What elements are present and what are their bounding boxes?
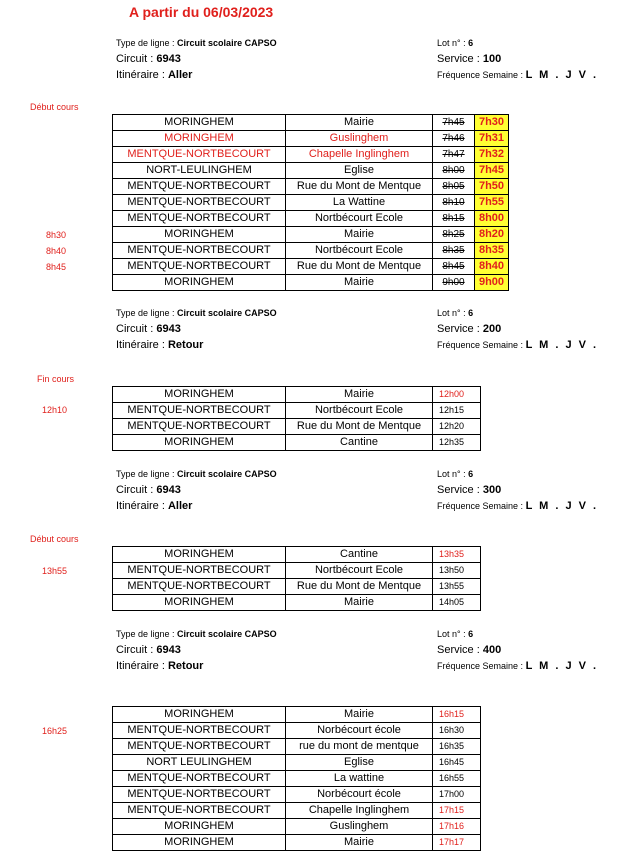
commune-cell: MORINGHEM <box>113 115 286 131</box>
type-line <box>116 466 277 482</box>
table-row <box>113 787 481 803</box>
circuit-value: 6943 <box>156 484 181 496</box>
arret-cell: La wattine <box>286 771 433 787</box>
table-row <box>113 547 481 563</box>
old-time-cell <box>433 259 475 275</box>
commune-cell: MENTQUE-NORTBECOURT <box>113 179 286 195</box>
time-cell: 12h00 <box>433 387 481 403</box>
table-row <box>113 419 481 435</box>
time-cell: 13h55 <box>433 579 481 595</box>
arret-cell: Eglise <box>286 163 433 179</box>
arret-cell: Guslinghem <box>286 131 433 147</box>
commune-cell: MENTQUE-NORTBECOURT <box>113 147 286 163</box>
new-time-cell: 7h55 <box>475 195 509 211</box>
arret-cell: Cantine <box>286 435 433 451</box>
side-note-debut-cours: Début cours <box>30 102 79 112</box>
arret-cell: Cantine <box>286 547 433 563</box>
circuit-label: Circuit : <box>116 323 157 335</box>
schedule-table-retour-200 <box>112 386 481 451</box>
old-time-cell <box>433 275 475 291</box>
time-cell: 16h15 <box>433 707 481 723</box>
table-row <box>113 163 509 179</box>
circuit-value: 6943 <box>156 323 181 335</box>
side-note-time: 13h55 <box>42 566 68 576</box>
new-time-cell: 7h45 <box>475 163 509 179</box>
time-cell: 17h16 <box>433 819 481 835</box>
commune-cell: MENTQUE-NORTBECOURT <box>113 723 286 739</box>
time-cell: 12h35 <box>433 435 481 451</box>
frequence-line <box>437 337 598 353</box>
new-time-cell: 8h20 <box>475 227 509 243</box>
old-time-cell <box>433 163 475 179</box>
itineraire-value: Aller <box>167 500 193 512</box>
service-line <box>437 321 598 337</box>
frequence-line <box>437 498 598 514</box>
old-time: 8h45 <box>442 261 465 272</box>
time-cell: 13h50 <box>433 563 481 579</box>
info-block-retour-200 <box>116 305 277 353</box>
arret-cell: Rue du Mont de Mentque <box>286 419 433 435</box>
frequence-days: L M . J V . <box>525 660 599 672</box>
table-row <box>113 595 481 611</box>
type-label: Type de ligne : <box>116 469 178 479</box>
commune-cell: MORINGHEM <box>113 547 286 563</box>
time-cell: 17h15 <box>433 803 481 819</box>
itineraire-line <box>116 498 277 514</box>
arret-cell: Mairie <box>286 387 433 403</box>
lot-value: 6 <box>468 469 474 479</box>
arret-cell: Norbécourt école <box>286 723 433 739</box>
commune-cell: MENTQUE-NORTBECOURT <box>113 259 286 275</box>
service-label: Service : <box>437 484 483 496</box>
table-row <box>113 211 509 227</box>
commune-cell: MORINGHEM <box>113 819 286 835</box>
frequence-label: Fréquence Semaine : <box>437 340 526 350</box>
commune-cell: MORINGHEM <box>113 275 286 291</box>
arret-cell: Guslinghem <box>286 819 433 835</box>
commune-cell: MENTQUE-NORTBECOURT <box>113 243 286 259</box>
service-line <box>437 482 598 498</box>
arret-cell: Rue du Mont de Mentque <box>286 259 433 275</box>
circuit-label: Circuit : <box>116 644 157 656</box>
table-row <box>113 259 509 275</box>
arret-cell: rue du mont de mentque <box>286 739 433 755</box>
new-time-cell: 7h32 <box>475 147 509 163</box>
info-block-right-100 <box>437 35 598 83</box>
time-cell: 12h20 <box>433 419 481 435</box>
lot-line <box>437 305 598 321</box>
old-time: 8h10 <box>442 197 465 208</box>
time-cell: 16h35 <box>433 739 481 755</box>
itineraire-value: Retour <box>167 339 204 351</box>
commune-cell: MORINGHEM <box>113 835 286 851</box>
table-row <box>113 723 481 739</box>
itineraire-label: Itinéraire : <box>116 69 168 81</box>
lot-label: Lot n° : <box>437 629 469 639</box>
circuit-label: Circuit : <box>116 484 157 496</box>
time-cell: 16h45 <box>433 755 481 771</box>
time-cell: 16h55 <box>433 771 481 787</box>
old-time: 7h46 <box>442 133 465 144</box>
lot-value: 6 <box>468 308 474 318</box>
frequence-line <box>437 67 598 83</box>
itineraire-value: Aller <box>167 69 193 81</box>
new-time-cell: 8h40 <box>475 259 509 275</box>
frequence-days: L M . J V . <box>525 69 599 81</box>
schedule-table-retour-400 <box>112 706 481 851</box>
old-time-cell <box>433 131 475 147</box>
side-note-time: 8h45 <box>46 262 67 272</box>
side-note-time: 8h40 <box>46 246 67 256</box>
circuit-line <box>116 321 277 337</box>
commune-cell: MENTQUE-NORTBECOURT <box>113 563 286 579</box>
table-row <box>113 243 509 259</box>
info-block-right-200 <box>437 305 598 353</box>
commune-cell: MENTQUE-NORTBECOURT <box>113 419 286 435</box>
lot-label: Lot n° : <box>437 469 469 479</box>
lot-line <box>437 35 598 51</box>
circuit-value: 6943 <box>156 644 181 656</box>
table-row <box>113 739 481 755</box>
frequence-label: Fréquence Semaine : <box>437 661 526 671</box>
new-time-cell: 7h50 <box>475 179 509 195</box>
type-line <box>116 35 277 51</box>
arret-cell: Nortbécourt Ecole <box>286 563 433 579</box>
itineraire-line <box>116 337 277 353</box>
side-note-time: 16h25 <box>42 726 68 736</box>
arret-cell: Nortbécourt Ecole <box>286 243 433 259</box>
service-value: 100 <box>482 53 502 65</box>
side-note-time: 8h30 <box>46 230 67 240</box>
frequence-line <box>437 658 598 674</box>
table-row <box>113 387 481 403</box>
commune-cell: MENTQUE-NORTBECOURT <box>113 803 286 819</box>
service-line <box>437 51 598 67</box>
info-block-retour-400 <box>116 626 277 674</box>
type-value: Circuit scolaire CAPSO <box>177 469 277 479</box>
time-cell: 14h05 <box>433 595 481 611</box>
table-row <box>113 227 509 243</box>
old-time: 8h15 <box>442 213 465 224</box>
old-time: 8h35 <box>442 245 465 256</box>
arret-cell: Mairie <box>286 707 433 723</box>
table-row <box>113 147 509 163</box>
time-cell: 13h35 <box>433 547 481 563</box>
type-line <box>116 626 277 642</box>
commune-cell: MORINGHEM <box>113 707 286 723</box>
table-row <box>113 707 481 723</box>
side-note-debut-cours: Début cours <box>30 534 79 544</box>
type-value: Circuit scolaire CAPSO <box>177 308 277 318</box>
frequence-label: Fréquence Semaine : <box>437 501 526 511</box>
service-value: 200 <box>482 323 502 335</box>
service-value: 300 <box>482 484 502 496</box>
commune-cell: MORINGHEM <box>113 435 286 451</box>
lot-line <box>437 466 598 482</box>
old-time-cell <box>433 147 475 163</box>
new-time-cell: 8h35 <box>475 243 509 259</box>
type-label: Type de ligne : <box>116 629 178 639</box>
commune-cell: MENTQUE-NORTBECOURT <box>113 787 286 803</box>
new-time-cell: 7h31 <box>475 131 509 147</box>
commune-cell: MORINGHEM <box>113 227 286 243</box>
frequence-label: Fréquence Semaine : <box>437 70 526 80</box>
table-row <box>113 403 481 419</box>
new-time-cell: 7h30 <box>475 115 509 131</box>
old-time: 7h45 <box>442 117 465 128</box>
time-cell: 12h15 <box>433 403 481 419</box>
arret-cell: Eglise <box>286 755 433 771</box>
table-row <box>113 771 481 787</box>
time-cell: 17h17 <box>433 835 481 851</box>
commune-cell: MENTQUE-NORTBECOURT <box>113 579 286 595</box>
arret-cell: Chapelle Inglinghem <box>286 803 433 819</box>
arret-cell: Nortbécourt Ecole <box>286 211 433 227</box>
old-time: 8h25 <box>442 229 465 240</box>
table-row <box>113 131 509 147</box>
arret-cell: Mairie <box>286 835 433 851</box>
circuit-line <box>116 51 277 67</box>
lot-value: 6 <box>468 629 474 639</box>
old-time-cell <box>433 211 475 227</box>
side-note-fin-cours: Fin cours <box>37 374 75 384</box>
commune-cell: MENTQUE-NORTBECOURT <box>113 403 286 419</box>
old-time-cell <box>433 179 475 195</box>
arret-cell: La Wattine <box>286 195 433 211</box>
new-time-cell: 8h00 <box>475 211 509 227</box>
info-block-aller-300 <box>116 466 277 514</box>
commune-cell: NORT LEULINGHEM <box>113 755 286 771</box>
circuit-label: Circuit : <box>116 53 157 65</box>
table-row <box>113 179 509 195</box>
frequence-days: L M . J V . <box>525 339 599 351</box>
commune-cell: MENTQUE-NORTBECOURT <box>113 211 286 227</box>
info-block-right-400 <box>437 626 598 674</box>
commune-cell: MORINGHEM <box>113 387 286 403</box>
arret-cell: Mairie <box>286 595 433 611</box>
old-time-cell <box>433 243 475 259</box>
table-row <box>113 195 509 211</box>
type-value: Circuit scolaire CAPSO <box>177 629 277 639</box>
circuit-value: 6943 <box>156 53 181 65</box>
commune-cell: MENTQUE-NORTBECOURT <box>113 195 286 211</box>
table-row <box>113 435 481 451</box>
table-row <box>113 803 481 819</box>
service-label: Service : <box>437 53 483 65</box>
arret-cell: Mairie <box>286 275 433 291</box>
arret-cell: Rue du Mont de Mentque <box>286 179 433 195</box>
arret-cell: Rue du Mont de Mentque <box>286 579 433 595</box>
type-label: Type de ligne : <box>116 308 178 318</box>
table-row <box>113 563 481 579</box>
lot-line <box>437 626 598 642</box>
table-row <box>113 275 509 291</box>
lot-label: Lot n° : <box>437 38 469 48</box>
commune-cell: MENTQUE-NORTBECOURT <box>113 771 286 787</box>
new-time-cell: 9h00 <box>475 275 509 291</box>
info-block-aller-100 <box>116 35 277 83</box>
table-row <box>113 115 509 131</box>
itineraire-label: Itinéraire : <box>116 500 168 512</box>
itineraire-line <box>116 67 277 83</box>
arret-cell: Chapelle Inglinghem <box>286 147 433 163</box>
itineraire-label: Itinéraire : <box>116 339 168 351</box>
service-line <box>437 642 598 658</box>
service-label: Service : <box>437 644 483 656</box>
type-label: Type de ligne : <box>116 38 178 48</box>
table-row <box>113 579 481 595</box>
commune-cell: MORINGHEM <box>113 595 286 611</box>
service-value: 400 <box>482 644 502 656</box>
arret-cell: Nortbécourt Ecole <box>286 403 433 419</box>
old-time: 8h05 <box>442 181 465 192</box>
circuit-line <box>116 482 277 498</box>
old-time: 9h00 <box>442 277 465 288</box>
page-title: A partir du 06/03/2023 <box>129 4 274 20</box>
schedule-table-aller-100 <box>112 114 509 291</box>
old-time: 7h47 <box>442 149 465 160</box>
type-line <box>116 305 277 321</box>
old-time: 8h00 <box>442 165 465 176</box>
frequence-days: L M . J V . <box>525 500 599 512</box>
side-note-time: 12h10 <box>42 405 68 415</box>
table-row <box>113 755 481 771</box>
info-block-right-300 <box>437 466 598 514</box>
arret-cell: Norbécourt école <box>286 787 433 803</box>
lot-label: Lot n° : <box>437 308 469 318</box>
table-row <box>113 835 481 851</box>
arret-cell: Mairie <box>286 227 433 243</box>
circuit-line <box>116 642 277 658</box>
service-label: Service : <box>437 323 483 335</box>
old-time-cell <box>433 227 475 243</box>
old-time-cell <box>433 115 475 131</box>
lot-value: 6 <box>468 38 474 48</box>
itineraire-label: Itinéraire : <box>116 660 168 672</box>
schedule-table-aller-300 <box>112 546 481 611</box>
time-cell: 16h30 <box>433 723 481 739</box>
time-cell: 17h00 <box>433 787 481 803</box>
table-row <box>113 819 481 835</box>
itineraire-value: Retour <box>167 660 204 672</box>
itineraire-line <box>116 658 277 674</box>
arret-cell: Mairie <box>286 115 433 131</box>
commune-cell: MENTQUE-NORTBECOURT <box>113 739 286 755</box>
commune-cell: NORT-LEULINGHEM <box>113 163 286 179</box>
old-time-cell <box>433 195 475 211</box>
type-value: Circuit scolaire CAPSO <box>177 38 277 48</box>
commune-cell: MORINGHEM <box>113 131 286 147</box>
